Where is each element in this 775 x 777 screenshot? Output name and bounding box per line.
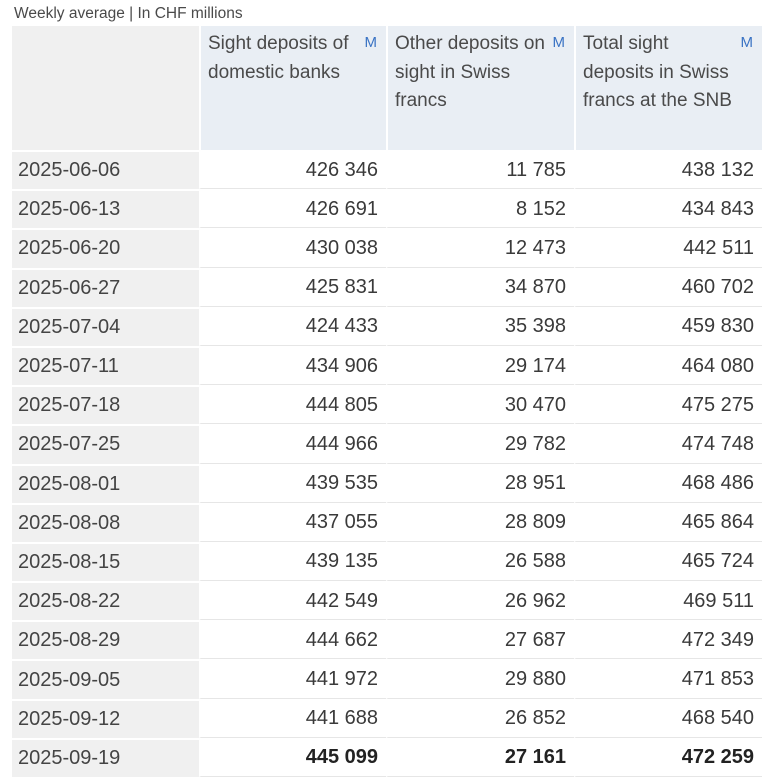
table-row [12, 699, 762, 738]
row-date: 2025-07-11 [12, 346, 199, 385]
table-row [12, 581, 762, 620]
other-deposits-value: 27 687 [386, 620, 574, 659]
total-sight-deposits-value: 465 724 [574, 542, 762, 581]
table-row [12, 503, 762, 542]
header-row [12, 26, 762, 150]
metadata-link[interactable]: M [364, 34, 377, 51]
domestic-banks-value: 442 549 [199, 581, 386, 620]
column-header-other-deposits [386, 26, 574, 150]
row-date: 2025-08-29 [12, 620, 199, 659]
domestic-banks-value: 439 535 [199, 464, 386, 503]
row-date: 2025-08-15 [12, 542, 199, 581]
row-date: 2025-06-27 [12, 268, 199, 307]
other-deposits-value: 29 174 [386, 346, 574, 385]
table-row [12, 346, 762, 385]
total-sight-deposits-value: 471 853 [574, 659, 762, 698]
row-date: 2025-09-19 [12, 738, 199, 777]
total-sight-deposits-value: 460 702 [574, 268, 762, 307]
domestic-banks-value: 425 831 [199, 268, 386, 307]
other-deposits-value: 27 161 [386, 738, 574, 777]
column-header-label: Other deposits on sight in Swiss francs [395, 33, 545, 111]
domestic-banks-value: 430 038 [199, 228, 386, 267]
domestic-banks-value: 437 055 [199, 503, 386, 542]
domestic-banks-value: 441 688 [199, 699, 386, 738]
table-row [12, 424, 762, 463]
sight-deposits-table [12, 26, 762, 777]
total-sight-deposits-value: 469 511 [574, 581, 762, 620]
other-deposits-value: 35 398 [386, 307, 574, 346]
other-deposits-value: 28 951 [386, 464, 574, 503]
table-row [12, 738, 762, 777]
domestic-banks-value: 445 099 [199, 738, 386, 777]
metadata-link[interactable]: M [740, 34, 753, 51]
other-deposits-value: 28 809 [386, 503, 574, 542]
total-sight-deposits-value: 459 830 [574, 307, 762, 346]
other-deposits-value: 11 785 [386, 150, 574, 189]
domestic-banks-value: 426 691 [199, 189, 386, 228]
other-deposits-value: 29 880 [386, 659, 574, 698]
row-date: 2025-07-25 [12, 424, 199, 463]
row-date: 2025-08-01 [12, 464, 199, 503]
other-deposits-value: 12 473 [386, 228, 574, 267]
other-deposits-value: 26 588 [386, 542, 574, 581]
header-corner-cell [12, 26, 199, 150]
table-row [12, 385, 762, 424]
table-row [12, 542, 762, 581]
column-header-label: Sight deposits of domestic banks [208, 33, 349, 83]
domestic-banks-value: 434 906 [199, 346, 386, 385]
row-date: 2025-09-05 [12, 659, 199, 698]
table-row [12, 659, 762, 698]
row-date: 2025-08-22 [12, 581, 199, 620]
column-header-label: Total sight deposits in Swiss francs at the SNB [583, 33, 732, 111]
total-sight-deposits-value: 472 349 [574, 620, 762, 659]
total-sight-deposits-value: 468 486 [574, 464, 762, 503]
table-row [12, 620, 762, 659]
row-date: 2025-06-06 [12, 150, 199, 189]
total-sight-deposits-value: 472 259 [574, 738, 762, 777]
column-header-domestic-banks [199, 26, 386, 150]
total-sight-deposits-value: 438 132 [574, 150, 762, 189]
metadata-link[interactable]: M [552, 34, 565, 51]
table-row [12, 150, 762, 189]
domestic-banks-value: 444 966 [199, 424, 386, 463]
table-row [12, 228, 762, 267]
other-deposits-value: 26 962 [386, 581, 574, 620]
row-date: 2025-06-20 [12, 228, 199, 267]
table-caption: Weekly average | In CHF millions [14, 5, 243, 22]
row-date: 2025-07-04 [12, 307, 199, 346]
total-sight-deposits-value: 442 511 [574, 228, 762, 267]
row-date: 2025-08-08 [12, 503, 199, 542]
domestic-banks-value: 444 805 [199, 385, 386, 424]
other-deposits-value: 30 470 [386, 385, 574, 424]
table-row [12, 268, 762, 307]
column-header-total-sight-deposits [574, 26, 762, 150]
total-sight-deposits-value: 465 864 [574, 503, 762, 542]
domestic-banks-value: 439 135 [199, 542, 386, 581]
table-row [12, 307, 762, 346]
total-sight-deposits-value: 464 080 [574, 346, 762, 385]
row-date: 2025-06-13 [12, 189, 199, 228]
domestic-banks-value: 426 346 [199, 150, 386, 189]
other-deposits-value: 26 852 [386, 699, 574, 738]
domestic-banks-value: 424 433 [199, 307, 386, 346]
domestic-banks-value: 441 972 [199, 659, 386, 698]
row-date: 2025-07-18 [12, 385, 199, 424]
row-date: 2025-09-12 [12, 699, 199, 738]
table-row [12, 464, 762, 503]
other-deposits-value: 29 782 [386, 424, 574, 463]
total-sight-deposits-value: 468 540 [574, 699, 762, 738]
total-sight-deposits-value: 434 843 [574, 189, 762, 228]
table-row [12, 189, 762, 228]
total-sight-deposits-value: 475 275 [574, 385, 762, 424]
total-sight-deposits-value: 474 748 [574, 424, 762, 463]
domestic-banks-value: 444 662 [199, 620, 386, 659]
other-deposits-value: 8 152 [386, 189, 574, 228]
other-deposits-value: 34 870 [386, 268, 574, 307]
